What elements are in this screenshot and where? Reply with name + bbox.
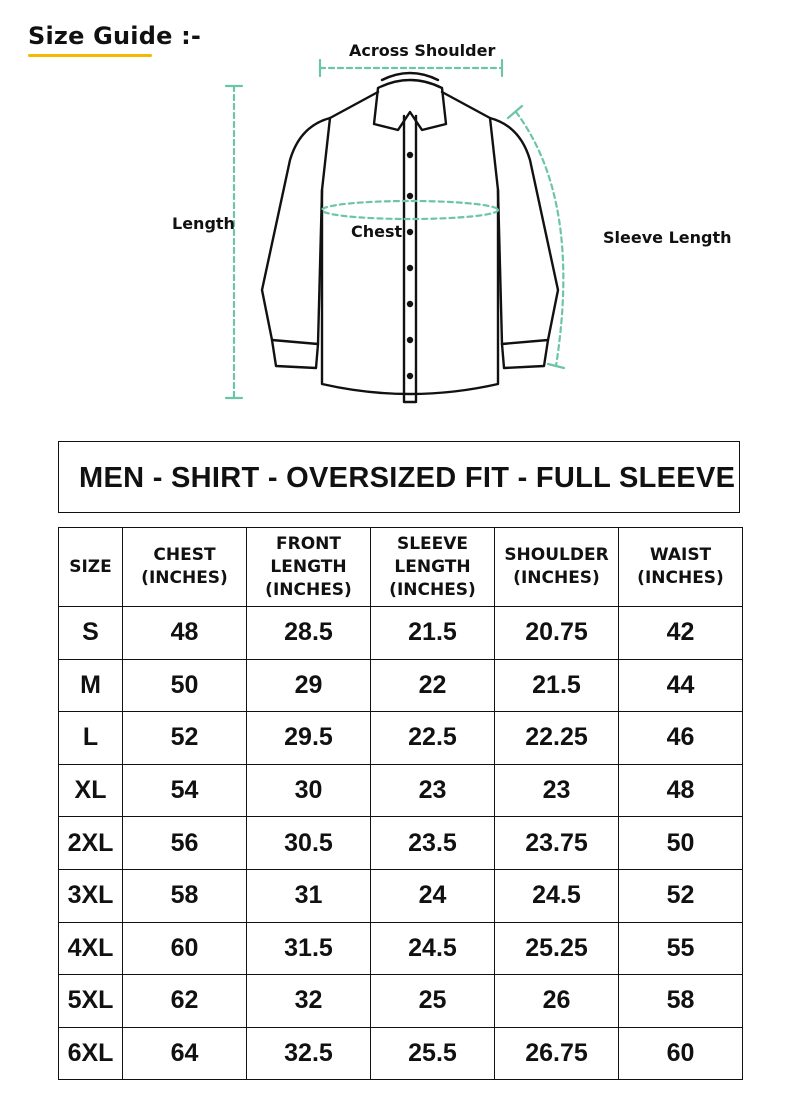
cell-chest: 56 [123, 817, 247, 870]
shirt-placket [404, 116, 416, 402]
shirt-collar [374, 80, 446, 130]
sleeve-length-label: Sleeve Length [603, 228, 732, 247]
cell-shoulder: 24.5 [495, 869, 619, 922]
cell-chest: 60 [123, 922, 247, 975]
table-row [59, 869, 743, 922]
shirt-icon [262, 73, 558, 402]
header-text: FRONT [276, 533, 341, 554]
cell-front-length: 31.5 [247, 922, 371, 975]
header-text: (INCHES) [389, 579, 476, 600]
cell-waist: 46 [619, 712, 743, 765]
table-title: MEN - SHIRT - OVERSIZED FIT - FULL SLEEVE [79, 462, 736, 494]
header-text: LENGTH [394, 556, 471, 577]
cell-waist: 55 [619, 922, 743, 975]
cell-front-length: 29 [247, 659, 371, 712]
cell-shoulder: 22.25 [495, 712, 619, 765]
size-chart-table [58, 527, 743, 1080]
header-text: SIZE [69, 556, 112, 577]
cell-sleeve-length: 25 [371, 975, 495, 1028]
cell-chest: 58 [123, 869, 247, 922]
shirt-button [407, 373, 413, 379]
cell-waist: 42 [619, 607, 743, 660]
cell-sleeve-length: 22.5 [371, 712, 495, 765]
cell-chest: 64 [123, 1027, 247, 1080]
header-text: (INCHES) [513, 568, 600, 588]
header-size [59, 528, 123, 607]
cell-front-length: 30.5 [247, 817, 371, 870]
cell-waist: 60 [619, 1027, 743, 1080]
cell-size: L [59, 712, 123, 765]
shirt-button [407, 301, 413, 307]
cell-waist: 44 [619, 659, 743, 712]
cell-front-length: 28.5 [247, 607, 371, 660]
table-row [59, 1027, 743, 1080]
table-body [59, 607, 743, 1080]
shirt-body [322, 92, 498, 394]
shirt-button [407, 337, 413, 343]
table-header-row [59, 528, 743, 607]
cell-sleeve-length: 23.5 [371, 817, 495, 870]
cell-sleeve-length: 22 [371, 659, 495, 712]
cell-size: M [59, 659, 123, 712]
chest-label: Chest [351, 222, 403, 241]
table-row [59, 764, 743, 817]
cell-size: S [59, 607, 123, 660]
shirt-button [407, 193, 413, 199]
table-row [59, 922, 743, 975]
cell-sleeve-length: 25.5 [371, 1027, 495, 1080]
header-front-length [247, 528, 371, 607]
table-row [59, 975, 743, 1028]
cell-size: 3XL [59, 869, 123, 922]
cell-chest: 50 [123, 659, 247, 712]
cell-front-length: 31 [247, 869, 371, 922]
header-text: WAIST [649, 545, 712, 565]
header-waist [619, 528, 743, 607]
cell-front-length: 32.5 [247, 1027, 371, 1080]
cell-sleeve-length: 24.5 [371, 922, 495, 975]
cell-sleeve-length: 24 [371, 869, 495, 922]
cell-size: 2XL [59, 817, 123, 870]
right-sleeve [490, 118, 558, 344]
header-shoulder [495, 528, 619, 607]
cell-shoulder: 20.75 [495, 607, 619, 660]
cell-size: 6XL [59, 1027, 123, 1080]
cell-chest: 52 [123, 712, 247, 765]
length-label: Length [172, 214, 235, 233]
cell-front-length: 30 [247, 764, 371, 817]
shirt-diagram [0, 0, 800, 430]
cell-shoulder: 26 [495, 975, 619, 1028]
cell-waist: 48 [619, 764, 743, 817]
table-title-box [58, 441, 740, 513]
cell-shoulder: 26.75 [495, 1027, 619, 1080]
size-guide-title: Size Guide :- [28, 22, 202, 50]
cell-waist: 58 [619, 975, 743, 1028]
table-row [59, 659, 743, 712]
cell-front-length: 29.5 [247, 712, 371, 765]
table-row [59, 607, 743, 660]
cell-sleeve-length: 23 [371, 764, 495, 817]
left-sleeve [262, 118, 330, 344]
header-text: SLEEVE [396, 533, 469, 554]
cell-size: 4XL [59, 922, 123, 975]
shirt-button [407, 229, 413, 235]
header-text: (INCHES) [265, 579, 352, 600]
header-chest [123, 528, 247, 607]
table-row [59, 817, 743, 870]
cell-sleeve-length: 21.5 [371, 607, 495, 660]
header-text: CHEST [153, 545, 216, 565]
header-text: (INCHES) [141, 568, 228, 588]
header-text: (INCHES) [637, 568, 724, 588]
cell-shoulder: 23.75 [495, 817, 619, 870]
header-sleeve-length [371, 528, 495, 607]
header-text: LENGTH [270, 556, 347, 577]
chest-measure [322, 201, 498, 219]
cell-shoulder: 23 [495, 764, 619, 817]
cell-chest: 54 [123, 764, 247, 817]
cell-waist: 50 [619, 817, 743, 870]
cell-shoulder: 21.5 [495, 659, 619, 712]
cell-size: 5XL [59, 975, 123, 1028]
sleeve-length-measure [516, 112, 563, 366]
shirt-button [407, 152, 413, 158]
cell-chest: 48 [123, 607, 247, 660]
header-text: SHOULDER [504, 545, 609, 565]
cell-front-length: 32 [247, 975, 371, 1028]
shirt-button [407, 265, 413, 271]
cell-waist: 52 [619, 869, 743, 922]
cell-chest: 62 [123, 975, 247, 1028]
table-row [59, 712, 743, 765]
shirt-buttons [407, 152, 413, 379]
across-shoulder-label: Across Shoulder [349, 41, 496, 60]
cell-shoulder: 25.25 [495, 922, 619, 975]
cell-size: XL [59, 764, 123, 817]
